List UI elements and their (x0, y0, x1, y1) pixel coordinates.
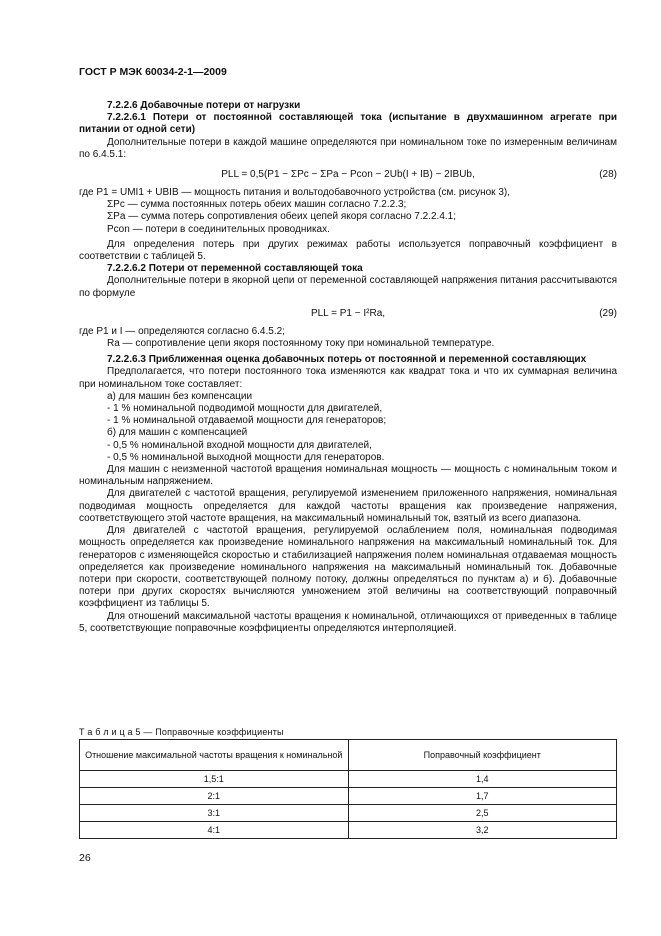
formula-29 (79, 304, 617, 326)
list-item: - 1 % номинальной отдаваемой мощности для генераторов; (107, 415, 387, 427)
table-cell: 3,2 (348, 822, 617, 839)
where-line: Ra — сопротивление цепи якоря постоянному току при номинальной температуре. (107, 338, 495, 350)
list-item: - 1 % номинальной подводимой мощности для двигателей, (107, 403, 383, 415)
table-row (80, 805, 617, 822)
document-header: ГОСТ Р МЭК 60034-2-1—2009 (79, 66, 227, 78)
page-content (79, 100, 617, 635)
table-row (80, 822, 617, 839)
correction-factor-table (79, 739, 617, 839)
page-number: 26 (79, 852, 91, 864)
table-row (80, 771, 617, 788)
paragraph: Для машин с неизменной частотой вращения номинальная мощность — мощность с номинальным током и номинальным напряжением. (79, 464, 617, 488)
table-cell: 2:1 (80, 788, 349, 805)
table-header-cell: Отношение максимальной частоты вращения к номинальной (80, 740, 349, 771)
table-cell: 2,5 (348, 805, 617, 822)
list-item: - 0,5 % номинальной входной мощности для двигателей, (107, 439, 372, 451)
table-cell: 1,4 (348, 771, 617, 788)
paragraph: Предполагается, что потери постоянного тока изменяются как квадрат тока и что их суммарная величина при номинальном токе составляет: (79, 366, 617, 390)
where-line: ΣPa — сумма потерь сопротивления обеих цепей якоря согласно 7.2.2.4.1; (107, 211, 457, 223)
section-7-2-2-6-3-title: 7.2.2.6.3 Приближенная оценка добавочных потерь от постоянной и переменной составляющих (107, 354, 587, 366)
table-cell: 3:1 (80, 805, 349, 822)
where-line: Pcon — потери в соединительных проводниках. (107, 223, 330, 235)
table-cell: 1,7 (348, 788, 617, 805)
paragraph: Для двигателей с частотой вращения, регулируемой изменением приложенного напряжения, номинальная подводимая мощность определяется для каждой частоты вращения как произведение напряжения, соответствующего этой частоте вращения, на максимальный номинальный ток, взятый из всего диапазона. (79, 488, 617, 524)
table-header-row (80, 740, 617, 771)
formula-number: (29) (599, 307, 617, 319)
loss-list (79, 391, 617, 464)
list-item: а) для машин без компенсации (107, 390, 253, 402)
list-item: - 0,5 % номинальной выходной мощности для генераторов. (107, 451, 385, 463)
formula-expression: PLL = P1 − I²Ra, (310, 307, 386, 319)
table-row (80, 788, 617, 805)
formula-28 (79, 165, 617, 187)
section-7-2-2-6-2-title: 7.2.2.6.2 Потери от переменной составляющей тока (107, 263, 363, 275)
where-line: где P1 = UMI1 + UBIB — мощность питания и вольтодобавочного устройства (см. рисунок 3), (79, 187, 510, 199)
table-caption: Т а б л и ц а 5 — Поправочные коэффициенты (79, 727, 284, 737)
paragraph: Для определения потерь при других режимах работы используется поправочный коэффициент в соответствии с таблицей 5. (79, 238, 617, 263)
section-7-2-2-6-1-title: 7.2.2.6.1 Потери от постоянной составляющей тока (испытание в двухмашинном агрегате при питании от одной сети) (79, 112, 617, 136)
paragraph: Для двигателей с частотой вращения, регулируемой ослаблением поля, номинальная подводимая мощность определяется как произведение номинального напряжения на максимальный номинальный ток. Для генераторов с изменяющейся скоростью и стабилизацией напряжения полем номинальная отдаваемая мощность определяется как произведение номинального напряжения на максимальный номинальный ток. Добавочные потери при скорости, соответствующей полному потоку, должны определяться по пунктам а) и б). Добавочные потери при других скоростях вычисляются умножением этой величины на соответствующий поправочный коэффициент из таблицы 5. (79, 525, 617, 610)
formula-number: (28) (599, 169, 617, 181)
where-line: где P1 и I — определяются согласно 6.4.5.2; (79, 325, 285, 337)
list-item: б) для машин с компенсацией (107, 427, 248, 439)
paragraph: Для отношений максимальной частоты вращения к номинальной, отличающихся от приведенных в таблице 5, соответствующие поправочные коэффициенты определяются интерполяцией. (79, 610, 617, 634)
paragraph: Дополнительные потери в каждой машине определяются при номинальном токе по измеренным величинам по 6.4.5.1: (79, 136, 617, 160)
paragraph: Дополнительные потери в якорной цепи от переменной составляющей напряжения питания рассчитываются по формуле (79, 275, 617, 299)
formula-expression: PLL = 0,5(P1 − ΣPc − ΣPa − Pcon − 2Ub(I + IB) − 2IBUb, (221, 169, 475, 181)
table-cell: 1,5:1 (80, 771, 349, 788)
table-header-cell: Поправочный коэффициент (348, 740, 617, 771)
table-cell: 4:1 (80, 822, 349, 839)
where-line: ΣPc — сумма постоянных потерь обеих машин согласно 7.2.2.3; (107, 199, 407, 211)
section-7-2-2-6-title: 7.2.2.6 Добавочные потери от нагрузки (107, 100, 301, 111)
